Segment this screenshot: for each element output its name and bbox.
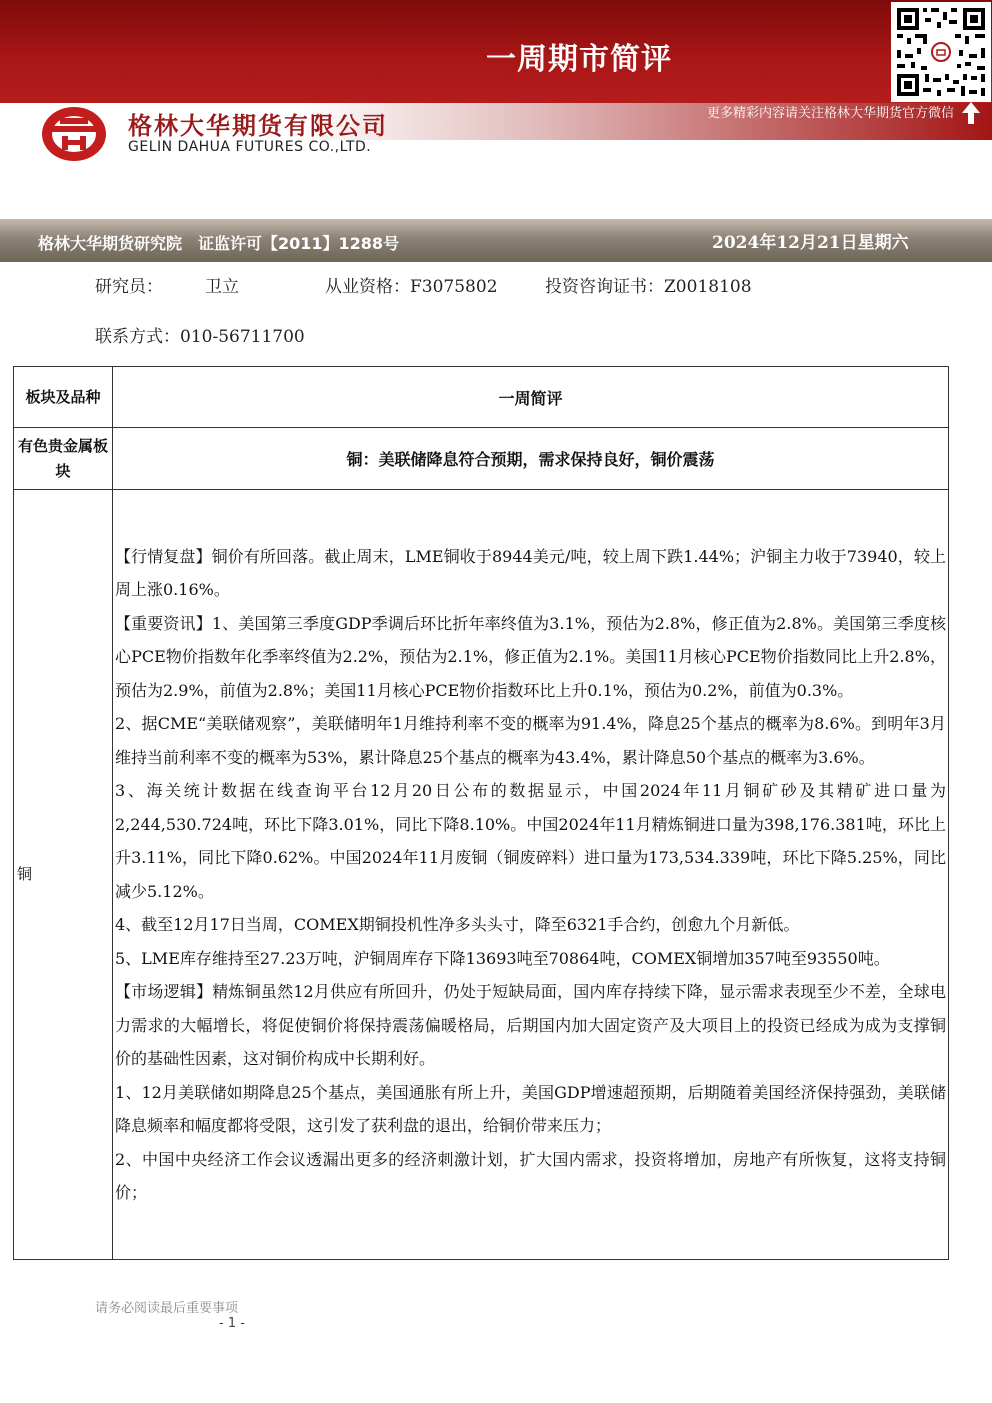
paragraph-market-logic: 【市场逻辑】精炼铜虽然12月供应有所回升，仍处于短缺局面，国内库存持续下降，显示需求表现至少不差，全球电力需求的大幅增长，将促使铜价将保持震荡偏暖格局，后期国内加大固定资产及大项目上的投资已经成为成为支撑铜价的基础性因素，这对铜价构成中长期利好。	[115, 982, 946, 1068]
footer-note: 请务必阅读最后重要事项	[95, 1301, 239, 1316]
table-header-row	[14, 367, 949, 428]
copper-review	[113, 490, 949, 1260]
certificate: 投资咨询证书：Z0018108	[545, 277, 752, 297]
qr-code-icon	[891, 2, 991, 102]
paragraph-news-4: 4、截至12月17日当周，COMEX期铜投机性净多头头寸，降至6321手合约，创愈九个月新低。	[115, 915, 800, 934]
follow-notice: 更多精彩内容请关注格林大华期货官方微信	[706, 106, 954, 121]
header-left-cell: 板块及品种	[14, 367, 113, 428]
paragraph-logic-2: 2、中国中央经济工作会议透漏出更多的经济刺激计划，扩大国内需求，投资将增加，房地产有所恢复，这将支持铜价；	[115, 1149, 946, 1202]
arrow-up-icon	[960, 100, 982, 126]
copper-row	[14, 490, 949, 1260]
header-right-cell: 一周简评	[113, 367, 949, 428]
institute-name: 格林大华期货研究院 证监许可【2011】1288号	[38, 234, 400, 253]
sector-row	[14, 428, 949, 490]
paragraph-news-2: 2、据CME“美联储观察”，美联储明年1月维持利率不变的概率为91.4%，降息25个基点的概率为8.6%。到明年3月维持当前利率不变的概率为53%，累计降息25个基点的概率为43.4%，累计降息50个基点的概率为3.6%。	[115, 714, 946, 767]
company-name-cn: 格林大华期货有限公司	[128, 111, 388, 140]
researcher-name: 卫立	[205, 277, 239, 297]
paragraph-news-1: 【重要资讯】1、美国第三季度GDP季调后环比折年率终值为3.1%，预估为2.8%，修正值为2.8%。美国第三季度核心PCE物价指数年化季率终值为2.2%，预估为2.1%，修正值为2.1%。美国11月核心PCE物价指数同比上升2.8%，预估为2.9%，前值为2.8%；美国11月核心PCE物价指数环比上升0.1%，预估为0.2%，前值为0.3%。	[115, 613, 946, 700]
company-logo-icon	[40, 104, 108, 164]
paragraph-news-5: 5、LME库存维持至27.23万吨，沪铜周库存下降13693吨至70864吨，COMEX铜增加357吨至93550吨。	[115, 948, 890, 968]
paragraph-market-review: 【行情复盘】铜价有所回落。截止周末，LME铜收于8944美元/吨，较上周下跌1.44%；沪铜主力收于73940，较上周上涨0.16%。	[115, 546, 946, 599]
sector-title: 铜：美联储降息符合预期，需求保持良好，铜价震荡	[113, 428, 949, 490]
sector-left-cell: 有色贵金属板块	[14, 428, 113, 490]
report-date: 2024年12月21日星期六	[712, 233, 909, 253]
report-title: 一周期市简评	[486, 42, 672, 77]
company-name-en: GELIN DAHUA FUTURES CO.,LTD.	[128, 139, 372, 155]
page-number: - 1 -	[219, 1316, 245, 1331]
copper-label: 铜	[14, 490, 113, 1260]
paragraph-news-3: 3、海关统计数据在线查询平台12月20日公布的数据显示，中国2024年11月铜矿砂及其精矿进口量为2,244,530.724吨，环比下降3.01%，同比下降8.10%。中国2024年11月精炼铜进口量为398,176.381吨，环比上升3.11%，同比下降0.62%。中国2024年11月废铜（铜废碎料）进口量为173,534.339吨，环比下降5.25%，同比减少5.12%。	[115, 781, 946, 901]
researcher-label: 研究员：	[95, 277, 163, 297]
paragraph-logic-1: 1、12月美联储如期降息25个基点，美国通胀有所上升，美国GDP增速超预期，后期随着美国经济保持强劲，美联储降息频率和幅度都将受限，这引发了获利盘的退出，给铜价带来压力；	[115, 1082, 946, 1135]
review-table	[13, 366, 949, 1260]
qualification: 从业资格：F3075802	[325, 277, 498, 297]
contact: 联系方式：010-56711700	[95, 327, 305, 347]
